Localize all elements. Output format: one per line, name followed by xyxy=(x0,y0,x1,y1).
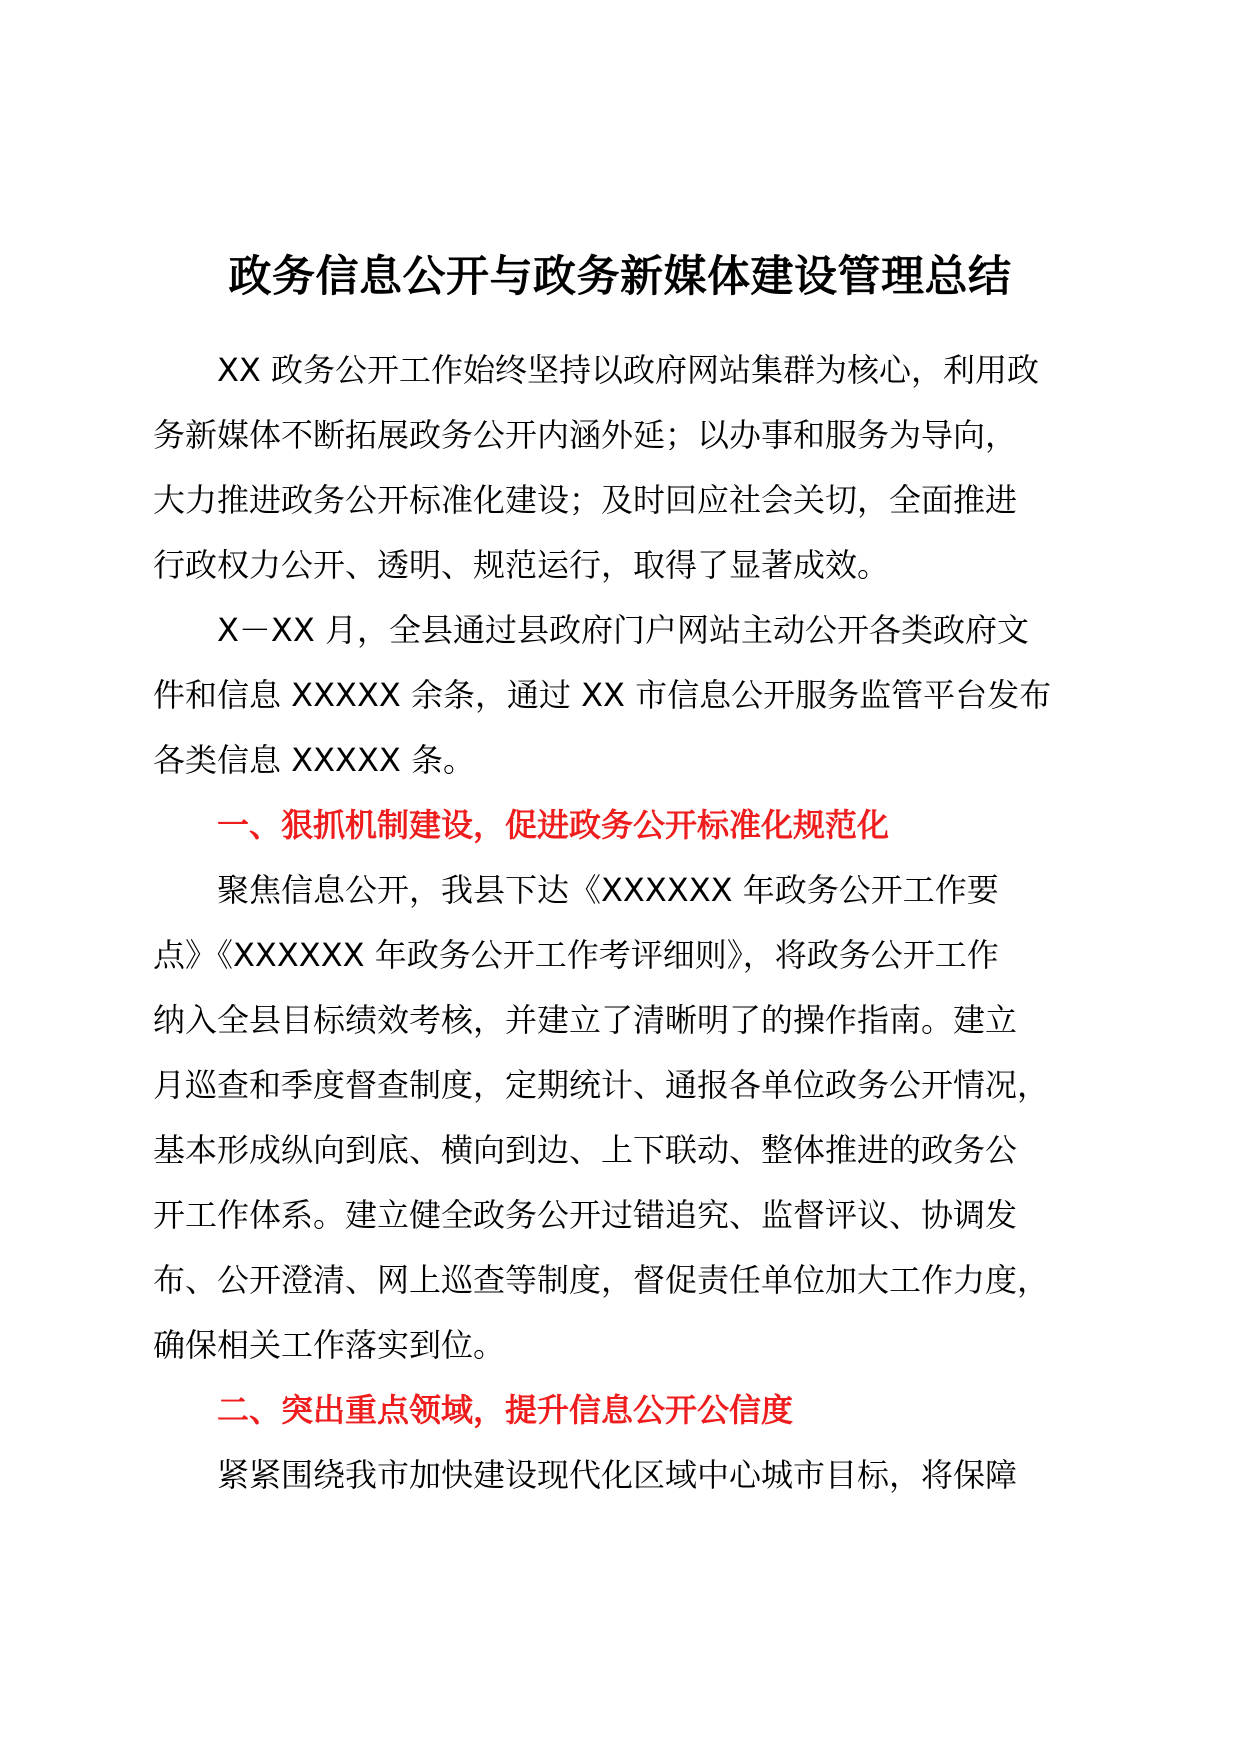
section-2-paragraph xyxy=(153,1443,1113,1508)
intro-paragraph xyxy=(153,338,1113,598)
text-line: 聚焦信息公开，我县下达《XXXXXX 年政务公开工作要 xyxy=(217,871,999,909)
text-line: X－XX 月，全县通过县政府门户网站主动公开各类政府文 xyxy=(217,611,1029,649)
text-line: 紧紧围绕我市加快建设现代化区域中心城市目标，将保障 xyxy=(217,1456,1018,1494)
text-line: XX 政务公开工作始终坚持以政府网站集群为核心，利用政 xyxy=(217,351,1040,389)
document-body xyxy=(153,338,1113,1508)
text-line: 大力推进政务公开标准化建设；及时回应社会关切，全面推进 xyxy=(153,481,1018,519)
text-line: 布、公开澄清、网上巡查等制度，督促责任单位加大工作力度， xyxy=(153,1261,1050,1299)
text-line: 开工作体系。建立健全政务公开过错追究、监督评议、协调发 xyxy=(153,1196,1018,1234)
document-title: 政务信息公开与政务新媒体建设管理总结 xyxy=(228,252,1012,302)
text-line: 行政权力公开、透明、规范运行，取得了显著成效。 xyxy=(153,546,890,584)
text-line: 基本形成纵向到底、横向到边、上下联动、整体推进的政务公 xyxy=(153,1131,1018,1169)
text-line: 确保相关工作落实到位。 xyxy=(153,1326,506,1364)
section-heading-1: 一、狠抓机制建设，促进政务公开标准化规范化 xyxy=(217,806,890,844)
text-line: 各类信息 XXXXX 条。 xyxy=(153,741,475,779)
text-line: 务新媒体不断拓展政务公开内涵外延；以办事和服务为导向， xyxy=(153,416,1018,454)
text-line: 件和信息 XXXXX 余条，通过 XX 市信息公开服务监管平台发布 xyxy=(153,676,1052,714)
text-line: 纳入全县目标绩效考核，并建立了清晰明了的操作指南。建立 xyxy=(153,1001,1018,1039)
section-1-paragraph xyxy=(153,858,1113,1378)
text-line: 月巡查和季度督查制度，定期统计、通报各单位政务公开情况， xyxy=(153,1066,1050,1104)
section-heading-2: 二、突出重点领域，提升信息公开公信度 xyxy=(217,1391,794,1429)
statistics-paragraph xyxy=(153,598,1113,793)
text-line: 点》《XXXXXX 年政务公开工作考评细则》，将政务公开工作 xyxy=(153,936,999,974)
